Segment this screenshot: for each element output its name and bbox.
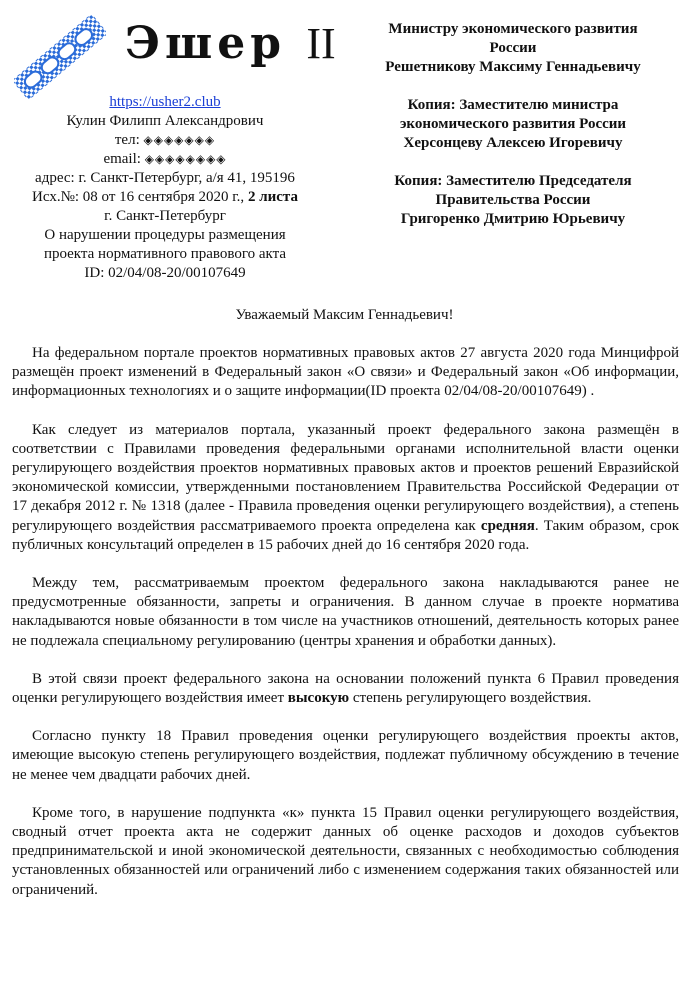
phone-masked: ◈◈◈◈◈◈◈ (143, 133, 216, 147)
sender-name: Кулин Филипп Александрович (66, 113, 264, 129)
sender-phone (0, 131, 330, 150)
chain-logo-icon (14, 14, 106, 100)
recipient-group (352, 96, 674, 153)
paragraph-4-bold: высокую (287, 690, 350, 707)
recipient-line: Григоренко Дмитрию Юрьевичу (400, 211, 626, 227)
paragraph-4 (12, 670, 679, 708)
recipient-line: России (489, 40, 537, 56)
paragraph-1: На федеральном портале проектов нормативных правовых актов 27 августа 2020 года Минцифрой размещён проект изменений в Федеральный закон «О связи» и Федеральный закон «Об информации, информационных технологиях и о защите информации(ID проекта 02/04/08-20/00107649) . (12, 345, 679, 400)
subject-line-1: О нарушении процедуры размещения (44, 227, 286, 243)
paragraph-4-text: В этой связи проект федерального закона на основании положений пункта 6 Правил проведения оценки регулирующего воздействия имеет (12, 670, 679, 707)
paragraph-2-bold: средняя (480, 517, 535, 534)
outgoing-number (0, 188, 330, 207)
recipient-line: Копия: Заместителю министра (407, 97, 619, 113)
paragraph-2-text: Как следует из материалов портала, указанный проект федерального закона размещён в соответствии с Правилами проведения федеральными органами исполнительной власти оценки регулирующего воздействия проектов нормативных правовых актов и проектов решений Евразийской экономической комиссии, утвержденными постановлением Правительства Российской Федерации от 17 декабря 2012 г. № 1318 (далее - Правила проведения оценки регулирующего воздействия), а степень регулирующего воздействия рассматриваемого проекта определена как (12, 421, 679, 534)
recipient-line: экономического развития России (399, 116, 627, 132)
site-link[interactable]: https://usher2.club (109, 94, 221, 110)
salutation: Уважаемый Максим Геннадьевич! (235, 307, 454, 323)
subject-line-2: проекта нормативного правового акта (43, 246, 287, 262)
recipient-line: Правительства России (435, 192, 591, 208)
outgoing-sheets: 2 листа (247, 189, 298, 205)
sender-city: г. Санкт-Петербург (104, 208, 226, 224)
phone-label: тел: (114, 132, 140, 148)
paragraph-2-tail: . Таким образом, срок публичных консультаций определен в 15 рабочих дней до 16 сентября 2020 года. (12, 517, 679, 553)
email-masked: ◈◈◈◈◈◈◈◈ (144, 152, 227, 166)
recipient-line: Копия: Заместителю Председателя (394, 173, 632, 189)
letter-body (12, 344, 679, 919)
sender-address: адрес: г. Санкт-Петербург, а/я 41, 195196 (35, 170, 295, 186)
recipients-block (352, 20, 674, 248)
recipient-group (352, 20, 674, 77)
paragraph-5: Согласно пункту 18 Правил проведения оценки регулирующего воздействия проекты актов, имеющие высокую степень регулирующего воздействия, подлежат публичному обсуждению в течение не менее чем двадцати рабочих дней. (12, 728, 679, 783)
recipient-line: Херсонцеву Алексею Игоревичу (403, 135, 623, 151)
recipient-group (352, 172, 674, 229)
paragraph-2 (12, 421, 679, 555)
brand-numeral: II (306, 19, 336, 68)
sender-block (0, 93, 330, 283)
email-label: email: (103, 151, 141, 167)
recipient-line: Министру экономического развития (388, 21, 638, 37)
paragraph-3: Между тем, рассматриваемым проектом федерального закона накладываются ранее не предусмотренные обязанности, запреты и ограничения. В данном случае в проекте норматива накладываются новые обязанности в том числе на участников отношений, деятельность которых ранее не подлежала специальному регулированию (центры хранения и обработки данных). (12, 575, 679, 649)
recipient-line: Решетникову Максиму Геннадьевичу (385, 59, 641, 75)
brand-title (125, 18, 336, 69)
sender-email (0, 150, 330, 169)
paragraph-4-tail: степень регулирующего воздействия. (349, 690, 592, 707)
subject-id: ID: 02/04/08-20/00107649 (84, 265, 246, 281)
outgoing-prefix: Исх.№: 08 от 16 сентября 2020 г., (32, 189, 248, 205)
paragraph-6: Кроме того, в нарушение подпункта «к» пункта 15 Правил оценки регулирующего воздействия, сводный отчет проекта акта не содержит данных об оценке расходов и доходов субъектов предпринимательской и иной экономической деятельности, связанных с необходимостью соблюдения установленных обязанностей или ограничений либо с изменением содержания таких обязанностей или ограничений. (12, 804, 679, 898)
brand-name: Эшер (125, 18, 287, 69)
